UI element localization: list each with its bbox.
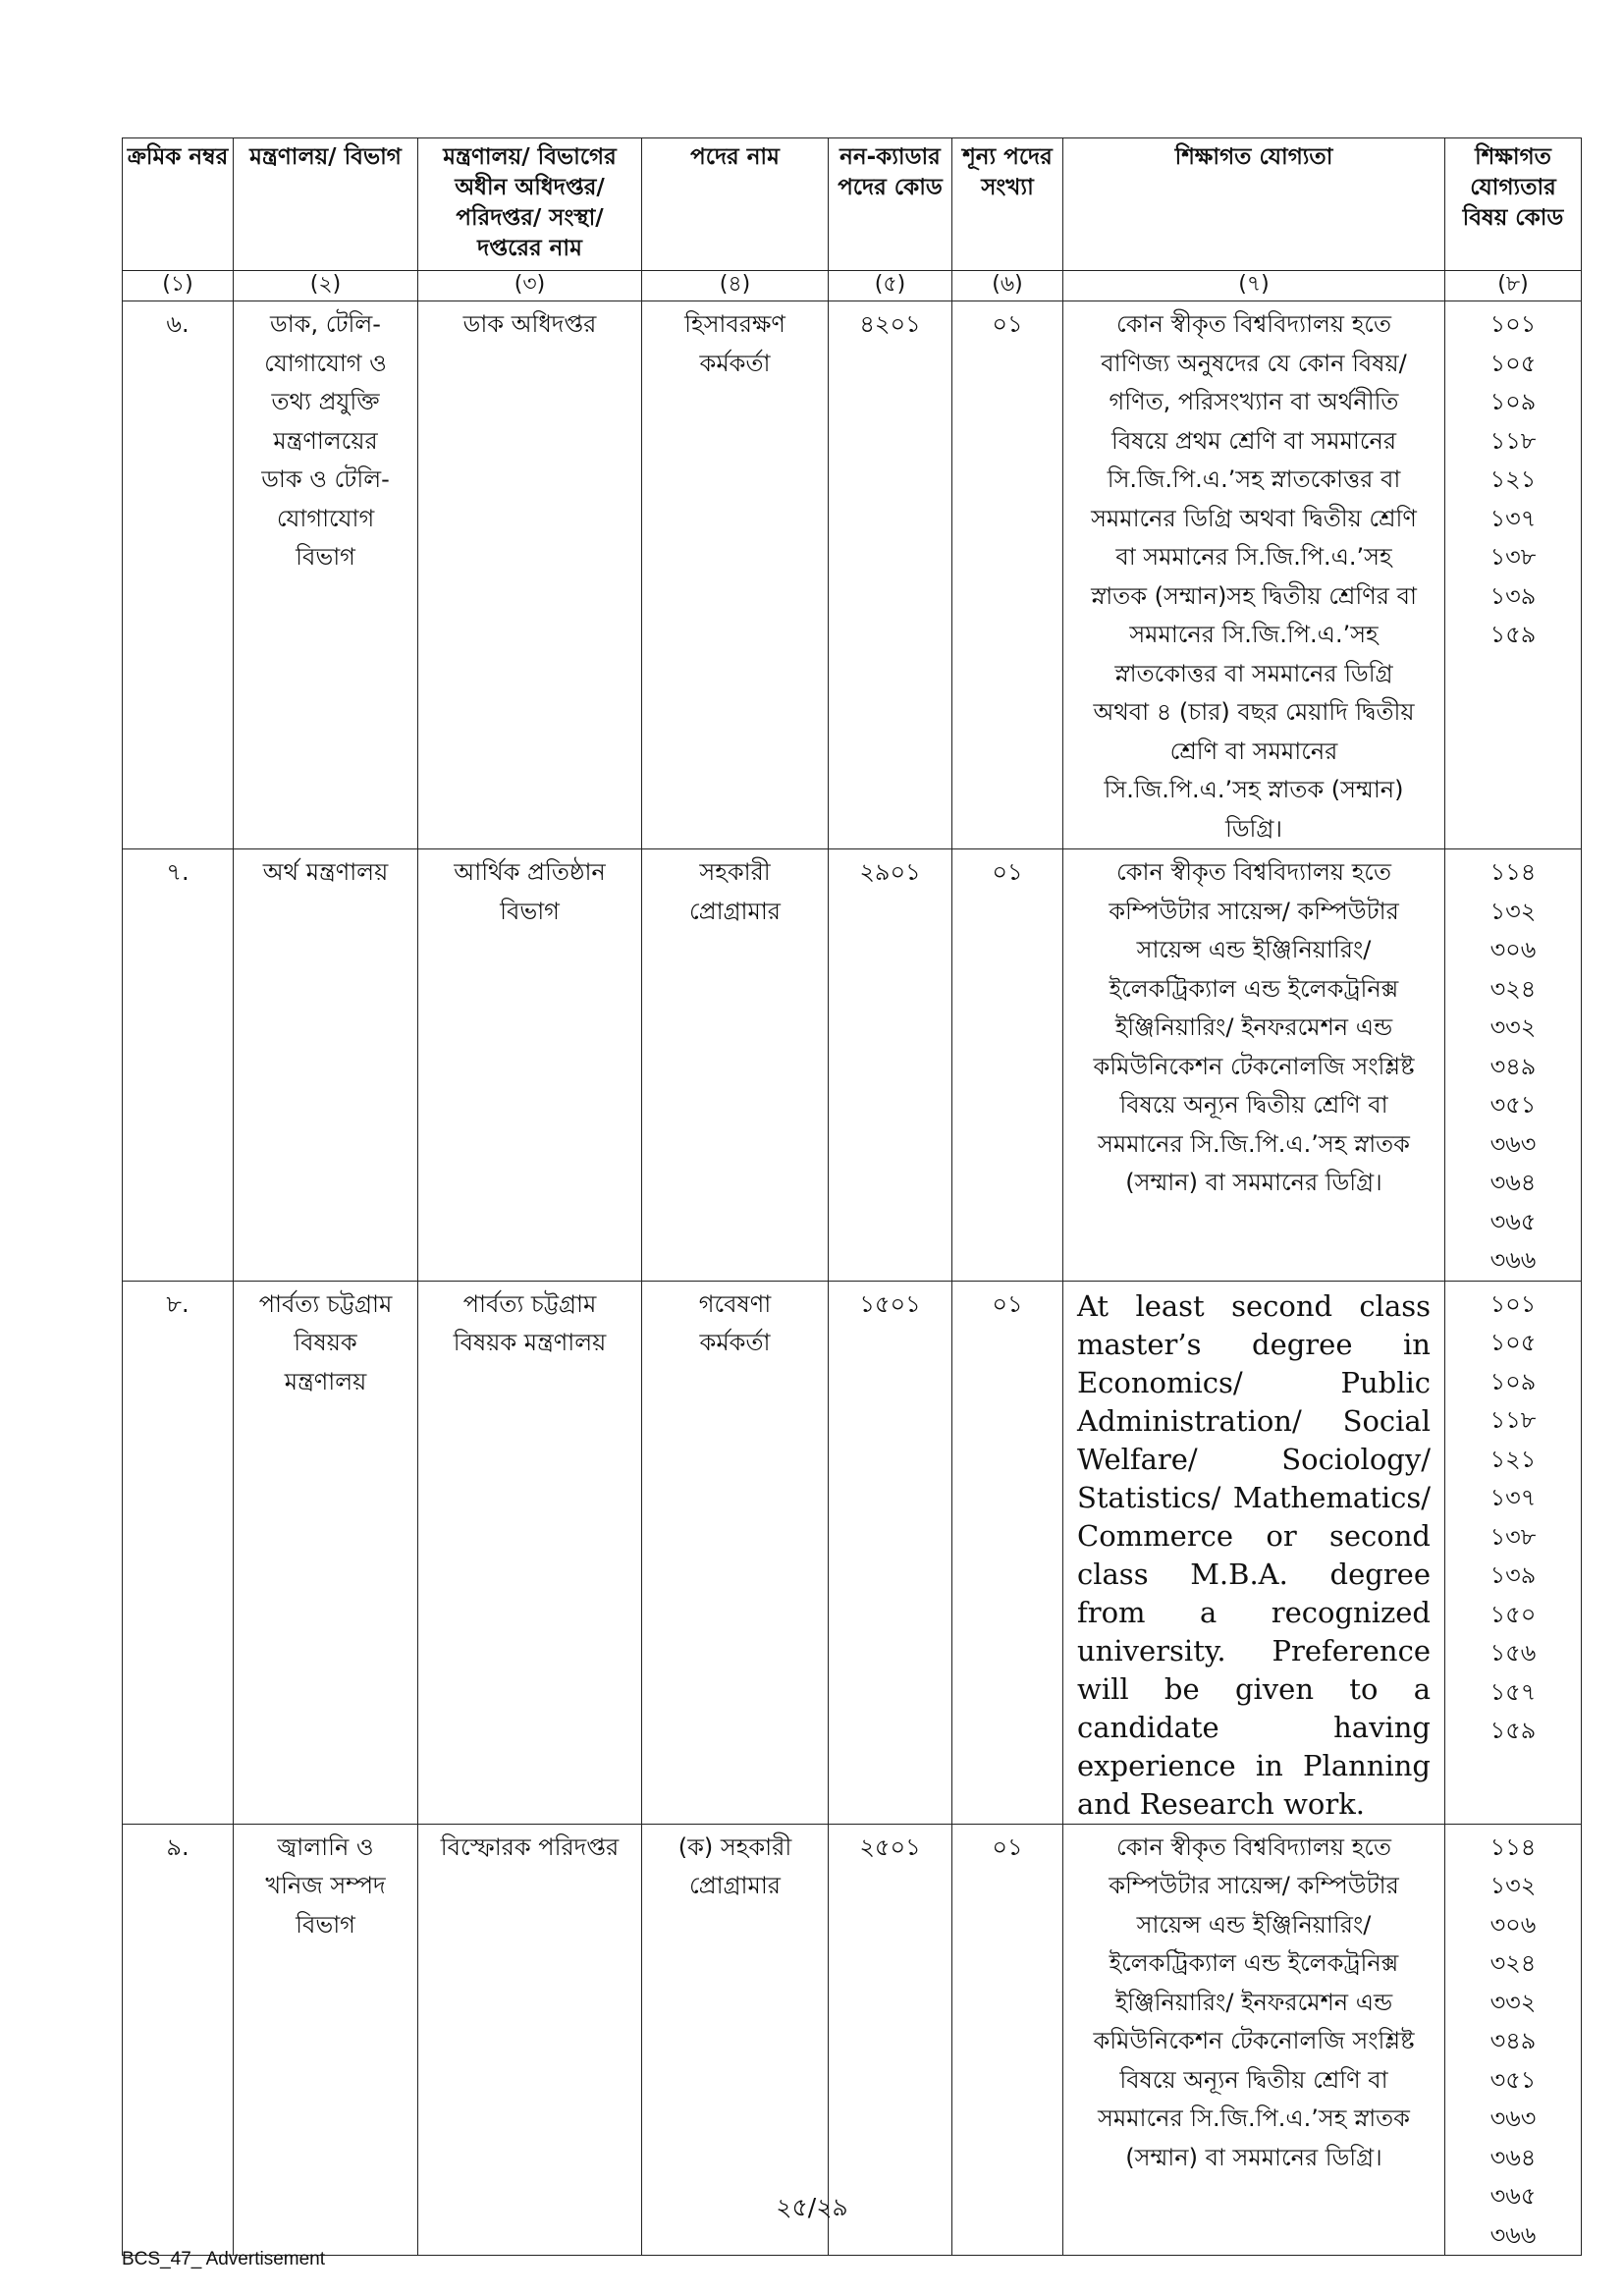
column-number: (৪) bbox=[642, 271, 829, 301]
table-row bbox=[123, 1281, 1582, 1824]
footer-text: BCS_47_ Advertisement bbox=[122, 2249, 326, 2269]
header-vacancy: শূন্য পদের সংখ্যা bbox=[952, 138, 1063, 271]
subject-code-cell-line: ৩৫১ bbox=[1489, 1091, 1537, 1119]
qualification-cell bbox=[1063, 849, 1445, 1282]
column-number-row bbox=[123, 271, 1582, 301]
subject-code-cell-line: ১০১ bbox=[1489, 1289, 1537, 1318]
ministry-cell-line: ডাক, টেলি- bbox=[270, 310, 381, 338]
qualification-cell-line: শ্রেণি বা সমমানের bbox=[1169, 737, 1338, 765]
subject-code-cell-line: ১০৫ bbox=[1489, 349, 1537, 377]
column-number: (৬) bbox=[952, 271, 1063, 301]
qualification-cell-line: সমমানের ডিগ্রি অথবা দ্বিতীয় শ্রেণি bbox=[1091, 504, 1417, 532]
qualification-cell-line: সমমানের সি.জি.পি.এ.’সহ স্নাতক bbox=[1098, 2105, 1410, 2132]
vacancy-cell: ০১ bbox=[952, 1281, 1063, 1824]
subject-code-cell-line: ১৩৮ bbox=[1489, 543, 1537, 571]
subject-code-cell-line: ৩৬৬ bbox=[1489, 2220, 1537, 2249]
subject-code-cell-line: ৩২৪ bbox=[1489, 1949, 1537, 1977]
post-code-cell: ২৫০১ bbox=[829, 1824, 952, 2256]
subject-code-cell-line: ১৫৯ bbox=[1489, 1717, 1537, 1744]
subject-code-cell-line: ১৩৮ bbox=[1489, 1522, 1537, 1551]
page-number: ২৫/২৯ bbox=[776, 2193, 848, 2221]
ministry-cell-line: তথ্য প্রযুক্তি bbox=[271, 388, 380, 415]
qualification-cell-line: কোন স্বীকৃত বিশ্ববিদ্যালয় হতে bbox=[1116, 310, 1391, 338]
vacancy-table bbox=[122, 137, 1582, 2256]
post-name-cell-line: কর্মকর্তা bbox=[699, 349, 771, 377]
post-name-cell-line: প্রোগ্রামার bbox=[688, 897, 782, 925]
ministry-cell-line: অর্থ মন্ত্রণালয় bbox=[262, 858, 389, 886]
ministry-cell bbox=[234, 849, 418, 1282]
subject-code-cell-line: ৩০৬ bbox=[1489, 1910, 1537, 1939]
ministry-cell-line: মন্ত্রণালয়ের bbox=[273, 426, 378, 455]
subject-code-cell-line: ৩৬৬ bbox=[1489, 1246, 1537, 1274]
qualification-cell-line: ইঞ্জিনিয়ারিং/ ইনফরমেশন এন্ড bbox=[1114, 1013, 1393, 1041]
serial-cell: ৯. bbox=[123, 1824, 234, 2256]
subject-code-cell-line: ৩৪৯ bbox=[1489, 2027, 1537, 2054]
subject-code-cell-line: ৩৬৪ bbox=[1489, 2143, 1537, 2171]
post-name-cell-line: গবেষণা bbox=[698, 1289, 772, 1318]
subject-code-cell-line: ৩৬৫ bbox=[1489, 2182, 1537, 2210]
subject-code-cell-line: ১৩২ bbox=[1489, 897, 1537, 925]
post-name-cell bbox=[642, 301, 829, 849]
ministry-cell-line: জ্বালানি ও bbox=[277, 1832, 374, 1861]
subject-code-cell-line: ১৩৯ bbox=[1489, 1561, 1537, 1589]
column-number: (৩) bbox=[418, 271, 642, 301]
column-number: (২) bbox=[234, 271, 418, 301]
ministry-cell-line: যোগাযোগ bbox=[276, 504, 375, 532]
header-post-code: নন-ক্যাডার পদের কোড bbox=[829, 138, 952, 271]
post-code-cell: ৪২০১ bbox=[829, 301, 952, 849]
qualification-cell-line: বিষয়ে অন্যূন দ্বিতীয় শ্রেণি বা bbox=[1119, 2065, 1388, 2094]
qualification-cell-line: সমমানের সি.জি.পি.এ.’সহ স্নাতক bbox=[1098, 1129, 1410, 1158]
qualification-cell-line: সমমানের সি.জি.পি.এ.’সহ bbox=[1129, 621, 1379, 648]
column-number: (৭) bbox=[1063, 271, 1445, 301]
qualification-cell-line: ইলেকট্রিক্যাল এন্ড ইলেকট্রনিক্স bbox=[1109, 1949, 1399, 1977]
ministry-cell bbox=[234, 301, 418, 849]
qualification-cell-line: ইলেকট্রিক্যাল এন্ড ইলেকট্রনিক্স bbox=[1109, 974, 1399, 1003]
subject-code-cell-line: ১১৮ bbox=[1489, 426, 1537, 455]
subject-code-cell-line: ৩৩২ bbox=[1489, 1988, 1537, 2016]
header-ministry: মন্ত্রণালয়/ বিভাগ bbox=[234, 138, 418, 271]
qualification-cell-line: বাণিজ্য অনুষদের যে কোন বিষয়/ bbox=[1101, 349, 1407, 377]
serial-cell: ৬. bbox=[123, 301, 234, 849]
qualification-cell-line: কম্পিউটার সায়েন্স/ কম্পিউটার bbox=[1109, 1872, 1399, 1899]
serial-cell: ৮. bbox=[123, 1281, 234, 1824]
qualification-cell-line: (সম্মান) বা সমমানের ডিগ্রি। bbox=[1125, 2143, 1382, 2171]
vacancy-cell: ০১ bbox=[952, 301, 1063, 849]
header-row bbox=[123, 138, 1582, 271]
qualification-cell-line: ইঞ্জিনিয়ারিং/ ইনফরমেশন এন্ড bbox=[1114, 1988, 1393, 2016]
qualification-cell-line: সায়েন্স এন্ড ইঞ্জিনিয়ারিং/ bbox=[1136, 936, 1372, 963]
post-name-cell-line: কর্মকর্তা bbox=[699, 1329, 771, 1356]
table-row bbox=[123, 849, 1582, 1282]
table-row bbox=[123, 301, 1582, 849]
subject-code-cell-line: ৩৬৪ bbox=[1489, 1169, 1537, 1196]
subject-code-cell-line: ৩২৪ bbox=[1489, 974, 1537, 1003]
vacancy-cell: ০১ bbox=[952, 849, 1063, 1282]
office-cell bbox=[418, 849, 642, 1282]
header-qualification: শিক্ষাগত যোগ্যতা bbox=[1063, 138, 1445, 271]
column-number: (৮) bbox=[1445, 271, 1582, 301]
subject-code-cell-line: ১৫০ bbox=[1489, 1600, 1537, 1628]
qualification-cell-line: সায়েন্স এন্ড ইঞ্জিনিয়ারিং/ bbox=[1136, 1910, 1372, 1939]
office-cell-line: আর্থিক প্রতিষ্ঠান bbox=[454, 858, 606, 886]
subject-code-cell-line: ১০১ bbox=[1489, 310, 1537, 338]
subject-code-cell-line: ১২১ bbox=[1489, 465, 1537, 493]
office-cell-line: পার্বত্য চট্টগ্রাম bbox=[462, 1289, 597, 1318]
subject-code-cell-line: ১৩৯ bbox=[1489, 581, 1537, 610]
subject-code-cell bbox=[1445, 1281, 1582, 1824]
header-subject-code: শিক্ষাগত যোগ্যতার বিষয় কোড bbox=[1445, 138, 1582, 271]
subject-code-cell-line: ১৩৭ bbox=[1489, 504, 1537, 532]
column-number: (৫) bbox=[829, 271, 952, 301]
post-name-cell-line: প্রোগ্রামার bbox=[688, 1872, 782, 1899]
ministry-cell-line: বিভাগ bbox=[296, 543, 355, 571]
ministry-cell-line: ডাক ও টেলি- bbox=[261, 465, 390, 493]
qualification-cell-line: স্নাতকোত্তর বা সমমানের ডিগ্রি bbox=[1114, 659, 1393, 687]
ministry-cell-line: বিভাগ bbox=[296, 1910, 355, 1939]
ministry-cell-line: পার্বত্য চট্টগ্রাম bbox=[258, 1289, 393, 1318]
qualification-cell-line: কোন স্বীকৃত বিশ্ববিদ্যালয় হতে bbox=[1116, 858, 1391, 886]
qualification-cell bbox=[1063, 301, 1445, 849]
office-cell-line: বিষয়ক মন্ত্রণালয় bbox=[453, 1329, 607, 1356]
subject-code-cell-line: ১০৫ bbox=[1489, 1329, 1537, 1356]
ministry-cell-line: বিষয়ক bbox=[294, 1329, 357, 1356]
office-cell-line: বিস্ফোরক পরিদপ্তর bbox=[440, 1832, 620, 1861]
subject-code-cell-line: ১৫৯ bbox=[1489, 621, 1537, 648]
post-name-cell-line: হিসাবরক্ষণ bbox=[684, 310, 785, 338]
subject-code-cell-line: ৩৫১ bbox=[1489, 2065, 1537, 2094]
qualification-cell-line: বিষয়ে প্রথম শ্রেণি বা সমমানের bbox=[1110, 426, 1397, 455]
subject-code-cell-line: ৩৬৫ bbox=[1489, 1207, 1537, 1235]
subject-code-cell-line: ১০৯ bbox=[1489, 1367, 1537, 1395]
qualification-cell-line: অথবা ৪ (চার) বছর মেয়াদি দ্বিতীয় bbox=[1093, 698, 1415, 726]
subject-code-cell-line: ৩৬৩ bbox=[1489, 1129, 1537, 1158]
qualification-cell-line: কমিউনিকেশন টেকনোলজি সংশ্লিষ্ট bbox=[1093, 2027, 1415, 2054]
post-code-cell: ১৫০১ bbox=[829, 1281, 952, 1824]
qualification-cell-line: বিষয়ে অন্যূন দ্বিতীয় শ্রেণি বা bbox=[1119, 1091, 1388, 1119]
ministry-cell-line: খনিজ সম্পদ bbox=[265, 1872, 386, 1899]
serial-cell: ৭. bbox=[123, 849, 234, 1282]
subject-code-cell-line: ৩৩২ bbox=[1489, 1013, 1537, 1041]
ministry-cell bbox=[234, 1281, 418, 1824]
header-serial: ক্রমিক নম্বর bbox=[123, 138, 234, 271]
subject-code-cell-line: ১২১ bbox=[1489, 1445, 1537, 1473]
subject-code-cell-line: ৩৪৯ bbox=[1489, 1052, 1537, 1080]
qualification-cell-line: সি.জি.পি.এ.’সহ স্নাতকোত্তর বা bbox=[1107, 465, 1401, 493]
qualification-cell-line: ডিগ্রি। bbox=[1225, 814, 1282, 843]
vacancy-cell: ০১ bbox=[952, 1824, 1063, 2256]
subject-code-cell bbox=[1445, 849, 1582, 1282]
subject-code-cell-line: ১১৮ bbox=[1489, 1406, 1537, 1434]
qualification-cell-line: (সম্মান) বা সমমানের ডিগ্রি। bbox=[1125, 1169, 1382, 1196]
subject-code-cell-line: ১৫৬ bbox=[1489, 1639, 1537, 1667]
qualification-cell-line: কোন স্বীকৃত বিশ্ববিদ্যালয় হতে bbox=[1116, 1832, 1391, 1861]
subject-code-cell-line: ১০৯ bbox=[1489, 388, 1537, 415]
ministry-cell-line: মন্ত্রণালয় bbox=[284, 1367, 367, 1395]
ministry-cell-line: যোগাযোগ ও bbox=[264, 349, 387, 377]
header-office: মন্ত্রণালয়/ বিভাগের অধীন অধিদপ্তর/ পরিদপ্তর/ সংস্থা/ দপ্তরের নাম bbox=[418, 138, 642, 271]
qualification-cell-line: স্নাতক (সম্মান)সহ দ্বিতীয় শ্রেণির বা bbox=[1091, 581, 1417, 610]
qualification-cell-line: কমিউনিকেশন টেকনোলজি সংশ্লিষ্ট bbox=[1093, 1052, 1415, 1080]
qualification-cell-line: বা সমমানের সি.জি.পি.এ.’সহ bbox=[1115, 543, 1392, 571]
office-cell bbox=[418, 301, 642, 849]
post-name-cell-line: (ক) সহকারী bbox=[677, 1832, 792, 1861]
subject-code-cell-line: ১১৪ bbox=[1489, 858, 1537, 886]
subject-code-cell-line: ১৫৭ bbox=[1489, 1677, 1537, 1706]
subject-code-cell-line: ৩০৬ bbox=[1489, 936, 1537, 963]
qualification-cell-line: গণিত, পরিসংখ্যান বা অর্থনীতি bbox=[1109, 388, 1399, 415]
table-body bbox=[123, 301, 1582, 2256]
column-number: (১) bbox=[123, 271, 234, 301]
qualification-cell-line: কম্পিউটার সায়েন্স/ কম্পিউটার bbox=[1109, 897, 1399, 925]
subject-code-cell-line: ৩৬৩ bbox=[1489, 2105, 1537, 2132]
subject-code-cell bbox=[1445, 301, 1582, 849]
post-name-cell-line: সহকারী bbox=[699, 858, 771, 886]
subject-code-cell-line: ১১৪ bbox=[1489, 1832, 1537, 1861]
subject-code-cell-line: ১৩২ bbox=[1489, 1872, 1537, 1899]
office-cell-line: বিভাগ bbox=[500, 897, 560, 925]
post-name-cell bbox=[642, 1281, 829, 1824]
office-cell bbox=[418, 1281, 642, 1824]
post-code-cell: ২৯০১ bbox=[829, 849, 952, 1282]
header-post-name: পদের নাম bbox=[642, 138, 829, 271]
subject-code-cell-line: ১৩৭ bbox=[1489, 1484, 1537, 1511]
post-name-cell bbox=[642, 849, 829, 1282]
office-cell-line: ডাক অধিদপ্তর bbox=[462, 310, 597, 338]
qualification-cell-line: সি.জি.পি.এ.’সহ স্নাতক (সম্মান) bbox=[1104, 776, 1404, 803]
qualification-cell: At least second class master’s degree in Economics/ Public Administration/ Social Welfare/ Sociology/ Statistics/ Mathematics/ Commerce or second class M.B.A. degree from a recognized university. Preference will be given to a candidate having experience in Planning and Research work. bbox=[1063, 1281, 1445, 1824]
